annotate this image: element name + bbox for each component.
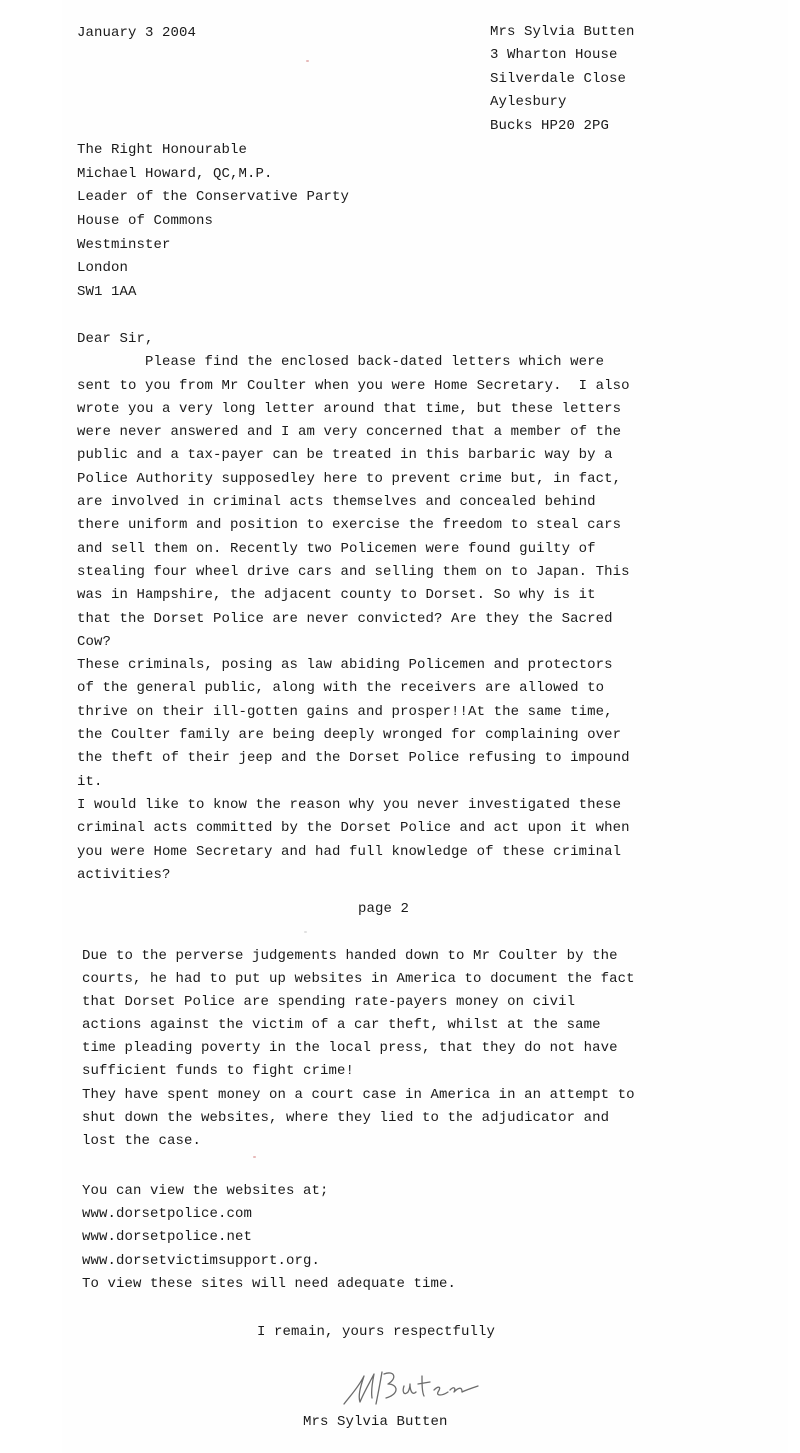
body-line: sent to you from Mr Coulter when you were Home Secretary. I also: [77, 377, 630, 394]
body-line: courts, he had to put up websites in America to document the fact: [82, 971, 635, 988]
letter-body-page1: [77, 328, 630, 887]
salutation: Dear Sir,: [77, 331, 154, 347]
website-link: www.dorsetpolice.com: [82, 1206, 253, 1223]
body-line: that Dorset Police are spending rate-payers money on civil: [82, 994, 576, 1011]
recipient-line: London: [77, 260, 129, 277]
sender-postcode: Bucks HP20 2PG: [490, 117, 610, 134]
websites-section: [82, 1180, 456, 1296]
body-line: the theft of their jeep and the Dorset Police refusing to impound: [77, 750, 630, 767]
body-line: were never answered and I am very concerned that a member of the: [77, 424, 622, 441]
body-line: the Coulter family are being deeply wronged for complaining over: [77, 727, 622, 744]
page-number: page 2: [358, 901, 410, 917]
body-line: shut down the websites, where they lied to the adjudicator and: [82, 1109, 610, 1126]
recipient-line: Leader of the Conservative Party: [77, 189, 350, 206]
body-line: was in Hampshire, the adjacent county to Dorset. So why is it: [77, 587, 596, 604]
recipient-line: House of Commons: [77, 213, 214, 230]
body-line: actions against the victim of a car theft, whilst at the same: [82, 1017, 601, 1034]
paper-speck: [304, 931, 307, 933]
body-line: Please find the enclosed back-dated letters which were: [77, 354, 605, 371]
body-line: you were Home Secretary and had full knowledge of these criminal: [77, 843, 622, 860]
body-line: lost the case.: [82, 1132, 202, 1149]
recipient-line: Michael Howard, QC,M.P.: [77, 165, 273, 182]
body-line: sufficient funds to fight crime!: [82, 1063, 355, 1080]
paper-speck: [306, 60, 309, 62]
body-line: of the general public, along with the receivers are allowed to: [77, 680, 605, 697]
sender-name: Mrs Sylvia Butten: [490, 24, 635, 40]
body-line: Cow?: [77, 633, 112, 650]
body-line: it.: [77, 773, 103, 790]
body-line: I would like to know the reason why you never investigated these: [77, 796, 622, 813]
websites-intro: You can view the websites at;: [82, 1183, 329, 1199]
paper-speck: [253, 1156, 256, 1158]
body-line: are involved in criminal acts themselves and concealed behind: [77, 494, 596, 511]
body-line: public and a tax-payer can be treated in this barbaric way by a: [77, 447, 613, 464]
website-link: www.dorsetvictimsupport.org.: [82, 1252, 321, 1269]
body-line: there uniform and position to exercise the freedom to steal cars: [77, 517, 622, 534]
body-line: These criminals, posing as law abiding Policemen and protectors: [77, 657, 613, 674]
body-line: stealing four wheel drive cars and selling them on to Japan. This: [77, 563, 630, 580]
websites-note: To view these sites will need adequate time.: [82, 1275, 457, 1292]
sender-close: Silverdale Close: [490, 70, 627, 87]
body-line: They have spent money on a court case in America in an attempt to: [82, 1086, 635, 1103]
sender-street: 3 Wharton House: [490, 47, 618, 64]
letter-date: January 3 2004: [77, 25, 197, 41]
recipient-line: The Right Honourable: [77, 142, 248, 158]
body-line: that the Dorset Police are never convicted? Are they the Sacred: [77, 610, 613, 627]
handwritten-signature: [338, 1362, 498, 1412]
body-line: Police Authority supposedley here to prevent crime but, in fact,: [77, 470, 622, 487]
signature-name: Mrs Sylvia Butten: [303, 1414, 448, 1430]
body-line: Due to the perverse judgements handed down to Mr Coulter by the: [82, 948, 618, 964]
body-line: wrote you a very long letter around that time, but these letters: [77, 400, 622, 417]
website-link: www.dorsetpolice.net: [82, 1229, 253, 1246]
body-line: time pleading poverty in the local press, that they do not have: [82, 1040, 618, 1057]
body-line: and sell them on. Recently two Policemen were found guilty of: [77, 540, 596, 557]
sender-address: [490, 21, 635, 138]
body-line: activities?: [77, 866, 171, 883]
sender-town: Aylesbury: [490, 94, 567, 111]
recipient-line: Westminster: [77, 236, 171, 253]
recipient-line: SW1 1AA: [77, 284, 137, 301]
letter-body-page2: [82, 945, 635, 1153]
body-line: thrive on their ill-gotten gains and prosper!!At the same time,: [77, 703, 613, 720]
closing-line: I remain, yours respectfully: [257, 1324, 496, 1340]
body-line: criminal acts committed by the Dorset Police and act upon it when: [77, 820, 630, 837]
recipient-address: [77, 139, 349, 305]
